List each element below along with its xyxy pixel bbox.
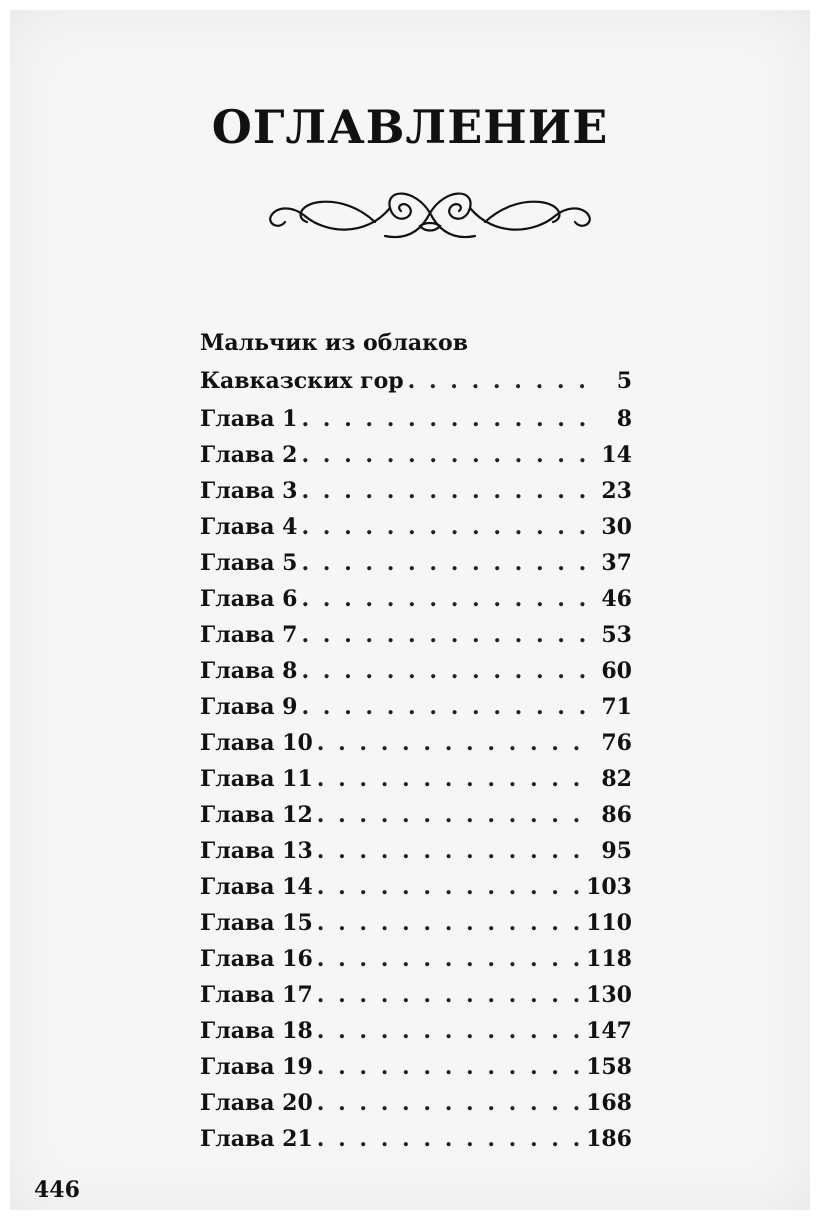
- toc-entry-label: Глава 5: [200, 550, 298, 576]
- toc-entry-label: Глава 15: [200, 910, 313, 936]
- toc-entry-label: Глава 2: [200, 442, 298, 468]
- toc-leader-dots: [317, 838, 588, 864]
- toc-entry: [200, 766, 632, 802]
- toc-leader-dots: [317, 1054, 582, 1080]
- toc-entry-page: 76: [601, 730, 632, 756]
- toc-leader-dots: [317, 766, 588, 792]
- toc-leader-dots: [301, 586, 588, 612]
- flourish-ornament: [265, 178, 595, 248]
- toc-entry-page: 30: [601, 514, 632, 540]
- toc-leader-dots: [301, 442, 588, 468]
- toc-entry-page: 103: [586, 874, 632, 900]
- toc-entry: [200, 838, 632, 874]
- toc-entry: [200, 514, 632, 550]
- toc-entry: [200, 874, 632, 910]
- toc-entry: [200, 1018, 632, 1054]
- toc-entry-label: Глава 7: [200, 622, 298, 648]
- bleed-through-text: [80, 40, 760, 80]
- toc-entry: [200, 550, 632, 586]
- toc-leader-dots: [317, 730, 588, 756]
- toc-leader-dots: [317, 946, 582, 972]
- toc-entry-page: 60: [601, 658, 632, 684]
- toc-entry-label: Глава 10: [200, 730, 313, 756]
- toc-leader-dots: [317, 1018, 582, 1044]
- toc-entry-page: 130: [586, 982, 632, 1008]
- toc-entry: [200, 478, 632, 514]
- toc-leader-dots: [408, 368, 588, 394]
- toc-entry: [200, 1126, 632, 1162]
- toc-entry: [200, 406, 632, 442]
- toc-heading-line1: [200, 330, 632, 368]
- toc-entry-page: 86: [601, 802, 632, 828]
- toc-leader-dots: [301, 550, 588, 576]
- toc-entry-label: Глава 11: [200, 766, 313, 792]
- toc-entry-label: Глава 16: [200, 946, 313, 972]
- toc-entry-label: Глава 8: [200, 658, 298, 684]
- toc-entry-page: 82: [601, 766, 632, 792]
- toc-entry: [200, 730, 632, 766]
- toc-entry: [200, 586, 632, 622]
- toc-entry-page: 53: [601, 622, 632, 648]
- toc-entry: [200, 982, 632, 1018]
- toc-entry-label: Глава 19: [200, 1054, 313, 1080]
- toc-entry-page: 147: [586, 1018, 632, 1044]
- toc-entry: [200, 802, 632, 838]
- toc-entry-label: Глава 14: [200, 874, 313, 900]
- toc-entry-label: Глава 9: [200, 694, 298, 720]
- toc-heading-line2: [200, 368, 632, 406]
- toc-entry-label: Глава 13: [200, 838, 313, 864]
- toc-leader-dots: [301, 658, 588, 684]
- toc-entry-page: 168: [586, 1090, 632, 1116]
- toc-leader-dots: [301, 622, 588, 648]
- toc-entry: [200, 910, 632, 946]
- toc-heading-subtitle: Кавказских гор: [200, 368, 404, 394]
- toc-entry-label: Глава 17: [200, 982, 313, 1008]
- toc-leader-dots: [301, 694, 588, 720]
- toc-leader-dots: [317, 802, 588, 828]
- toc-leader-dots: [317, 1126, 582, 1152]
- toc-entry-page: 14: [601, 442, 632, 468]
- toc-entry: [200, 946, 632, 982]
- toc-entry: [200, 658, 632, 694]
- toc-entry-page: 158: [586, 1054, 632, 1080]
- toc-heading-page: 5: [616, 368, 632, 394]
- toc-entry: [200, 442, 632, 478]
- toc-entry-label: Глава 4: [200, 514, 298, 540]
- toc-leader-dots: [317, 910, 582, 936]
- toc-entry-label: Глава 6: [200, 586, 298, 612]
- book-page: [10, 10, 810, 1210]
- toc-leader-dots: [301, 478, 588, 504]
- toc-entry: [200, 694, 632, 730]
- toc-entry-page: 110: [586, 910, 632, 936]
- toc-entry-page: 118: [586, 946, 632, 972]
- toc-entry-label: Глава 12: [200, 802, 313, 828]
- toc-entry-page: 37: [601, 550, 632, 576]
- toc-entry-page: 186: [586, 1126, 632, 1152]
- toc-entry-label: Глава 21: [200, 1126, 313, 1152]
- toc-entry-label: Глава 3: [200, 478, 298, 504]
- toc-leader-dots: [301, 406, 588, 432]
- toc-entry: [200, 622, 632, 658]
- toc-entry-label: Глава 18: [200, 1018, 313, 1044]
- page-number: 446: [34, 1177, 80, 1203]
- toc-leader-dots: [317, 874, 582, 900]
- toc-entry: [200, 1090, 632, 1126]
- page-title: ОГЛАВЛЕНИЕ: [211, 100, 609, 154]
- toc-entry-page: 8: [616, 406, 632, 432]
- toc-heading-title: Мальчик из облаков: [200, 330, 468, 356]
- toc-leader-dots: [317, 1090, 582, 1116]
- toc-entry-page: 95: [601, 838, 632, 864]
- toc-leader-dots: [317, 982, 582, 1008]
- toc-entry: [200, 1054, 632, 1090]
- toc-entry-page: 71: [601, 694, 632, 720]
- table-of-contents: [200, 330, 632, 1162]
- toc-entry-page: 46: [601, 586, 632, 612]
- toc-entry-label: Глава 20: [200, 1090, 313, 1116]
- toc-entry-label: Глава 1: [200, 406, 298, 432]
- toc-entry-page: 23: [601, 478, 632, 504]
- toc-leader-dots: [301, 514, 588, 540]
